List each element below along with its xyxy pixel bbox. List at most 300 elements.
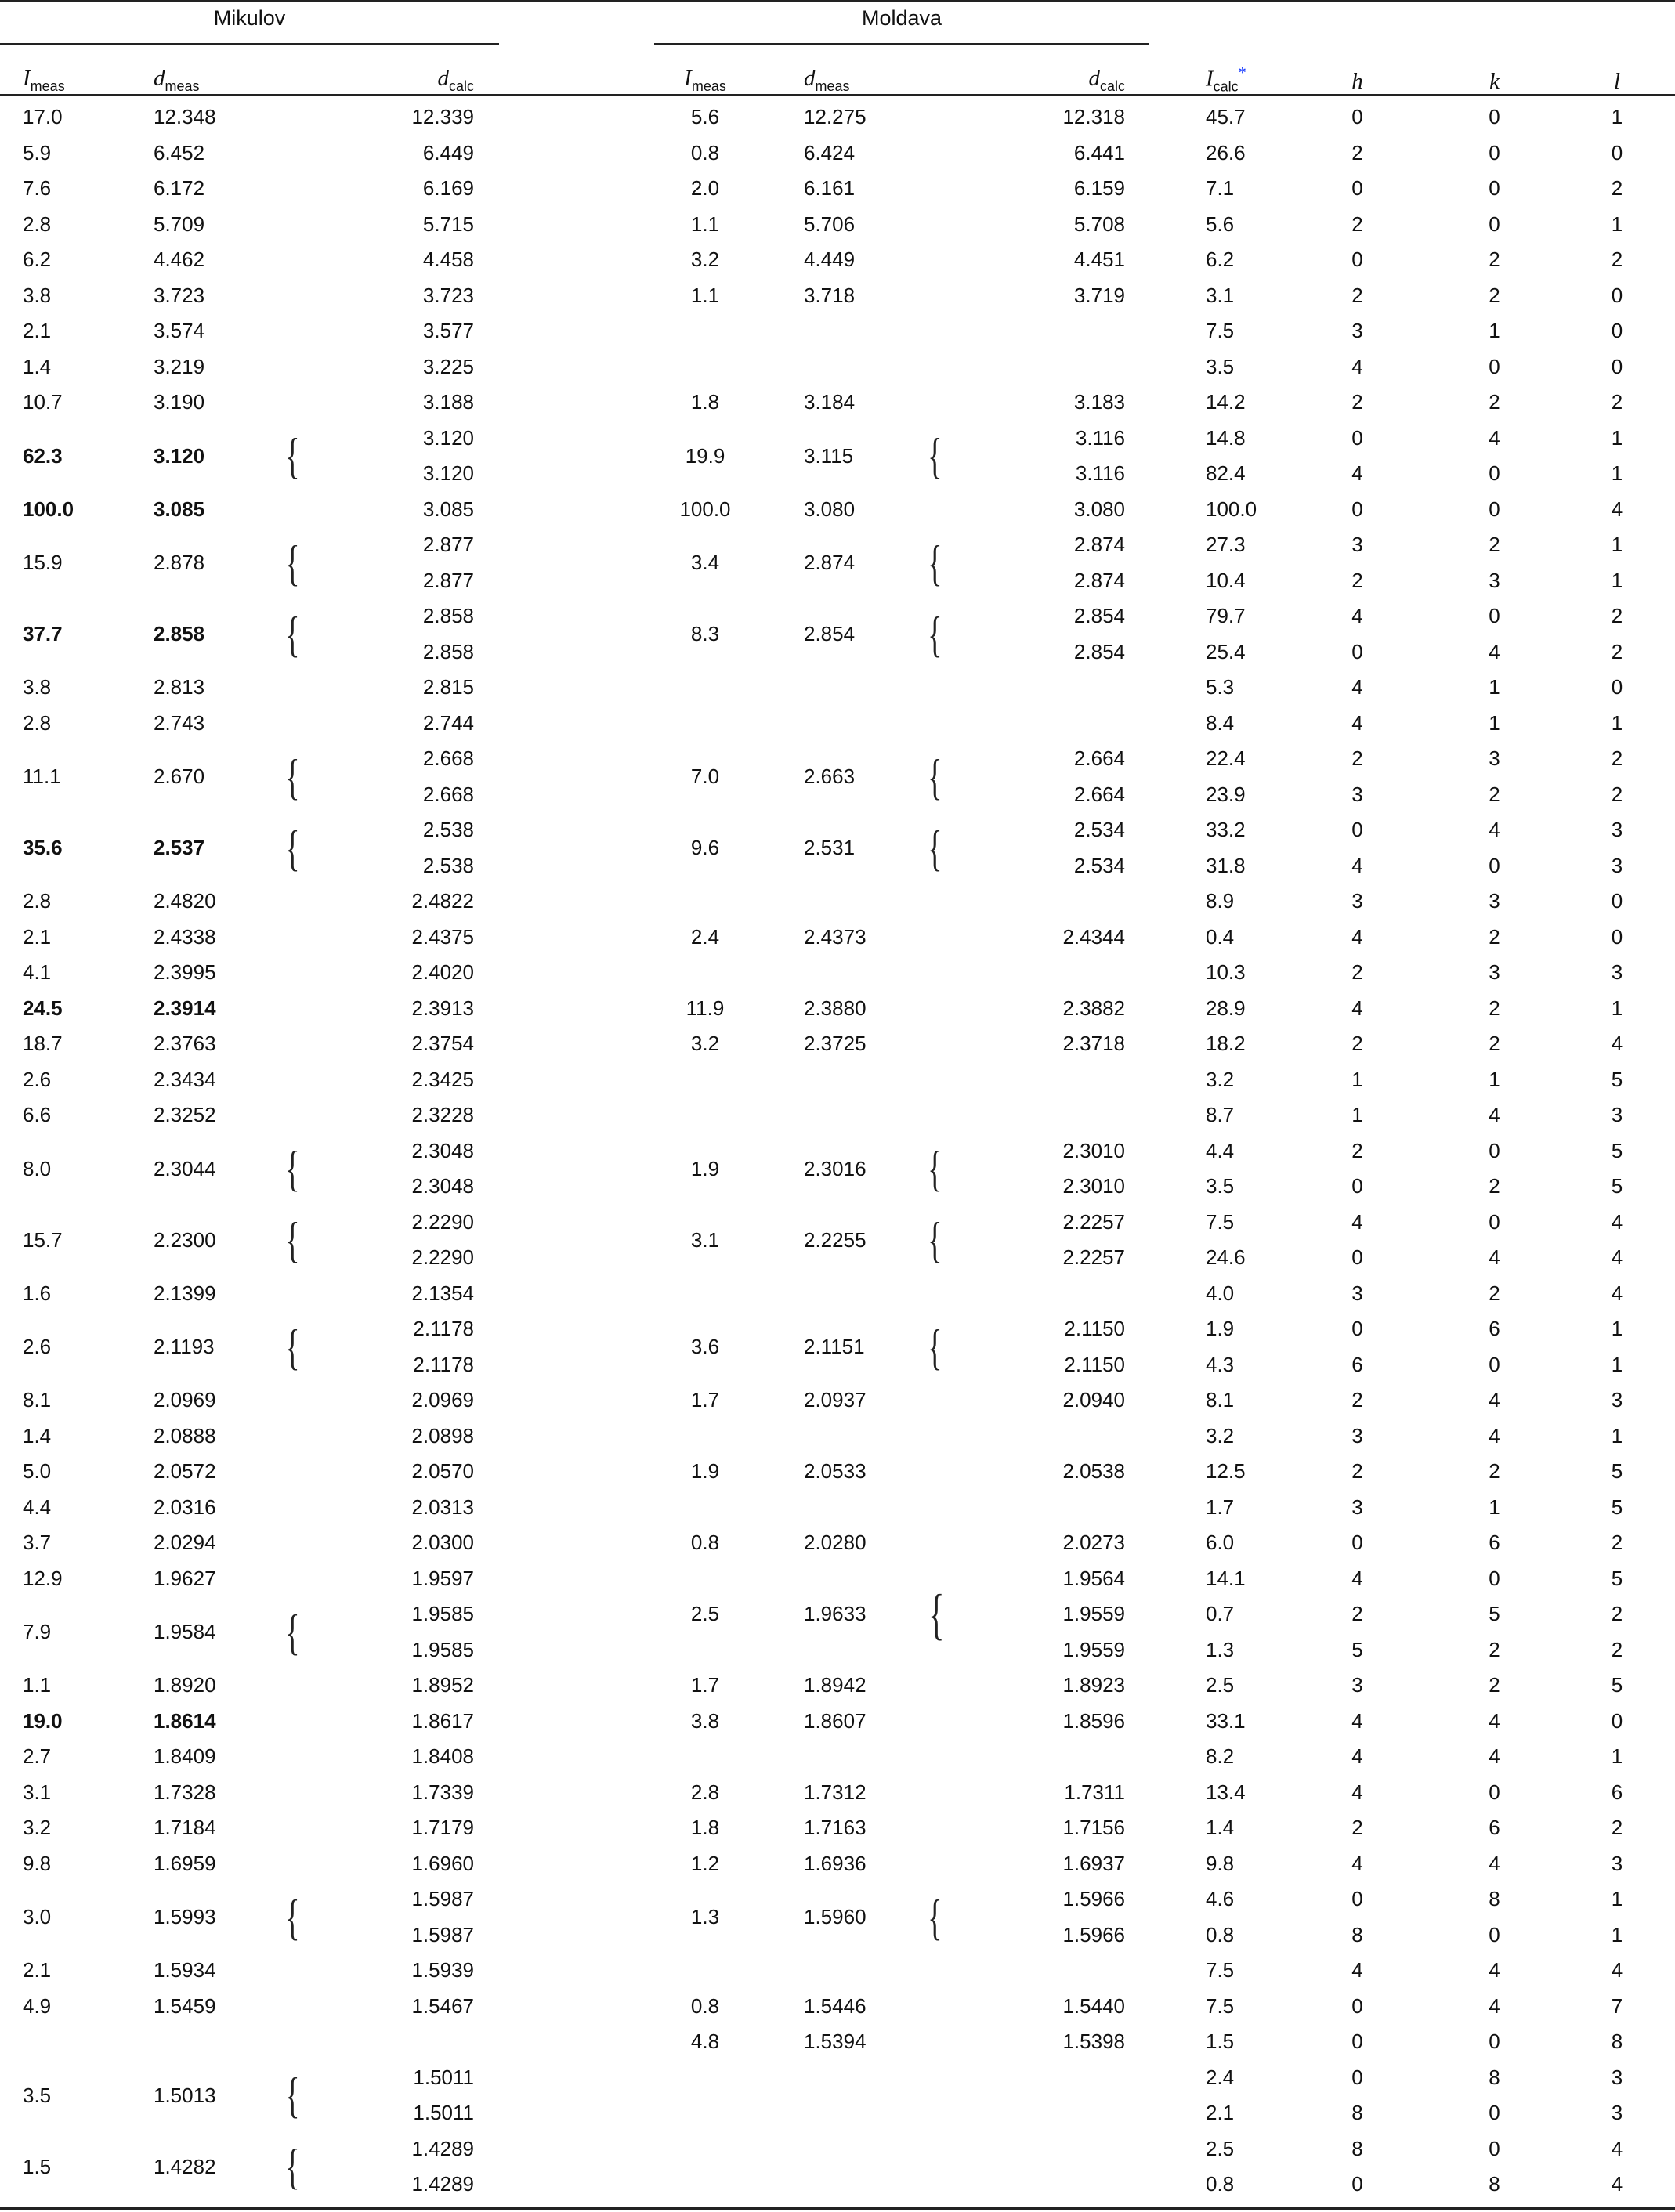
miller-l: 4	[1611, 1245, 1623, 1270]
mikulov-d-meas: 2.3434	[154, 1067, 216, 1091]
i-calc: 7.5	[1206, 319, 1235, 343]
brace-icon: {	[285, 534, 300, 591]
i-calc: 14.2	[1206, 390, 1246, 414]
miller-l: 1	[1611, 1352, 1623, 1376]
mikulov-d-meas	[149, 2024, 274, 2060]
i-calc: 5.6	[1206, 211, 1235, 236]
i-calc: 3.1	[1206, 283, 1235, 307]
mikulov-d-calc: 1.5011	[413, 2101, 474, 2125]
miller-l: 2	[1611, 248, 1623, 272]
mikulov-i-meas: 2.1	[23, 1958, 52, 1982]
moldava-i-meas: 1.1	[690, 211, 720, 236]
table-row	[0, 99, 1675, 136]
mikulov-d-calc: 2.0570	[411, 1459, 474, 1484]
mikulov-i-meas: 3.0	[23, 1905, 52, 1928]
mikulov-d-meas: 2.537	[154, 836, 205, 859]
moldava-d-calc: 1.7311	[1064, 1780, 1125, 1804]
brace-cell	[917, 991, 971, 1027]
miller-k: 4	[1489, 1103, 1500, 1127]
mikulov-d-calc: 3.120	[422, 425, 474, 450]
brace-cell	[274, 1133, 329, 1205]
miller-h: 0	[1351, 497, 1363, 521]
i-calc: 1.9	[1206, 1317, 1235, 1341]
table-row	[0, 1775, 1675, 1811]
moldava-d-calc: 2.664	[1073, 782, 1125, 806]
moldava-d-calc: 2.534	[1073, 853, 1125, 877]
mikulov-i-meas: 18.7	[23, 1032, 63, 1056]
brace-icon: {	[285, 2067, 300, 2123]
brace-cell	[274, 278, 329, 314]
moldava-d-meas	[760, 1062, 917, 1098]
moldava-d-calc: 2.3718	[1062, 1032, 1125, 1056]
brace-cell	[917, 1881, 971, 1953]
brace-cell	[274, 2060, 329, 2131]
mikulov-d-calc: 1.6960	[411, 1851, 474, 1875]
i-calc: 25.4	[1206, 639, 1246, 663]
miller-k: 0	[1489, 1780, 1500, 1804]
i-calc: 12.5	[1206, 1459, 1246, 1484]
mikulov-d-meas: 1.5459	[154, 1993, 216, 2018]
table-row	[0, 670, 1675, 706]
table-row	[0, 1846, 1675, 1882]
moldava-i-meas: 0.8	[690, 1993, 720, 2018]
mikulov-d-calc: 5.715	[422, 211, 474, 236]
mikulov-d-calc: 1.5467	[411, 1993, 474, 2018]
miller-l: 5	[1611, 1067, 1623, 1091]
moldava-d-meas	[760, 2095, 917, 2131]
moldava-i-meas: 100.0	[679, 497, 731, 521]
mikulov-d-meas: 3.574	[154, 319, 205, 343]
i-calc: 100.0	[1206, 497, 1257, 521]
spacer	[482, 812, 650, 848]
spacer	[482, 313, 650, 349]
i-calc: 5.3	[1206, 675, 1235, 699]
mikulov-i-meas: 4.4	[23, 1495, 52, 1519]
mikulov-d-meas: 1.7328	[154, 1780, 216, 1804]
mikulov-i-meas: 17.0	[23, 105, 63, 129]
miller-h: 4	[1351, 1958, 1363, 1982]
moldava-d-meas	[760, 2131, 917, 2167]
brace-cell	[274, 527, 329, 598]
brace-cell	[917, 1775, 971, 1811]
brace-cell	[274, 1596, 329, 1668]
table-row	[0, 1026, 1675, 1062]
miller-k: 8	[1489, 2172, 1500, 2196]
moldava-d-calc: 2.2257	[1062, 1245, 1125, 1270]
mikulov-d-calc: 1.9585	[411, 1637, 474, 1661]
mikulov-i-meas: 3.8	[23, 283, 52, 307]
spacer	[482, 670, 650, 706]
miller-h: 2	[1351, 960, 1363, 985]
spacer	[482, 349, 650, 385]
brace-cell	[917, 2095, 971, 2131]
mikulov-d-meas: 1.9584	[154, 1620, 216, 1643]
brace-cell	[917, 1953, 971, 1989]
moldava-d-calc	[971, 2131, 1133, 2167]
miller-k: 0	[1489, 604, 1500, 628]
i-calc: 2.5	[1206, 2136, 1235, 2160]
i-calc: 3.5	[1206, 354, 1235, 378]
mikulov-d-calc: 2.1354	[411, 1281, 474, 1305]
miller-k: 0	[1489, 2136, 1500, 2160]
moldava-d-calc: 2.0940	[1062, 1388, 1125, 1412]
miller-h: 3	[1351, 533, 1363, 557]
i-calc: 27.3	[1206, 533, 1246, 557]
miller-k: 8	[1489, 1887, 1500, 1911]
brace-cell	[274, 492, 329, 528]
mikulov-d-calc: 2.0898	[411, 1423, 474, 1448]
mikulov-i-meas: 15.9	[23, 551, 63, 574]
miller-l: 4	[1611, 1209, 1623, 1234]
miller-l: 2	[1611, 1531, 1623, 1555]
moldava-d-meas: 2.854	[804, 622, 856, 645]
mikulov-d-calc: 2.815	[422, 675, 474, 699]
brace-cell	[274, 242, 329, 278]
mikulov-d-calc: 3.188	[422, 390, 474, 414]
mikulov-d-meas: 2.1399	[154, 1281, 216, 1305]
i-calc: 8.2	[1206, 1744, 1235, 1769]
moldava-d-calc	[971, 349, 1133, 385]
mikulov-d-meas: 2.878	[154, 551, 205, 574]
brace-icon: {	[928, 428, 942, 483]
mikulov-i-meas: 3.1	[23, 1780, 52, 1804]
miller-k: 0	[1489, 140, 1500, 164]
table-row	[0, 1454, 1675, 1490]
spacer	[482, 955, 650, 991]
miller-l: 3	[1611, 2065, 1623, 2089]
table-row	[0, 598, 1675, 634]
miller-h: 0	[1351, 425, 1363, 450]
miller-h: 0	[1351, 1317, 1363, 1341]
spacer	[482, 1454, 650, 1490]
brace-cell	[274, 1881, 329, 1953]
brace-icon: {	[928, 748, 942, 804]
moldava-d-calc	[971, 706, 1133, 742]
brace-cell	[917, 1490, 971, 1526]
mikulov-d-calc: 3.120	[422, 461, 474, 486]
mikulov-d-calc: 1.5011	[413, 2065, 474, 2089]
miller-l: 2	[1611, 176, 1623, 201]
spacer	[482, 492, 650, 528]
mikulov-d-meas: 3.190	[154, 390, 205, 414]
miller-l: 2	[1611, 782, 1623, 806]
i-calc: 18.2	[1206, 1032, 1246, 1056]
mikulov-d-calc: 3.723	[422, 283, 474, 307]
brace-cell	[917, 1205, 971, 1276]
i-calc: 1.3	[1206, 1637, 1235, 1661]
miller-h: 4	[1351, 675, 1363, 699]
miller-h: 4	[1351, 354, 1363, 378]
moldava-i-meas: 19.9	[685, 443, 725, 468]
miller-k: 0	[1489, 105, 1500, 129]
table-body	[0, 99, 1675, 2203]
table-row	[0, 991, 1675, 1027]
header-i-calc	[1133, 50, 1285, 99]
mikulov-i-meas: 2.6	[23, 1335, 52, 1358]
miller-l: 1	[1611, 1744, 1623, 1769]
table-row	[0, 1419, 1675, 1455]
miller-h: 6	[1351, 1352, 1363, 1376]
brace-cell	[917, 242, 971, 278]
miller-h: 2	[1351, 211, 1363, 236]
miller-l: 0	[1611, 283, 1623, 307]
mikulov-d-calc: 2.3425	[411, 1067, 474, 1091]
brace-cell	[917, 1561, 971, 1668]
moldava-d-calc	[971, 1062, 1133, 1098]
mikulov-i-meas: 6.2	[23, 248, 52, 272]
mikulov-d-calc: 3.225	[422, 354, 474, 378]
table-row	[0, 1739, 1675, 1775]
table-row	[0, 1133, 1675, 1169]
brace-cell	[917, 136, 971, 172]
moldava-d-calc	[971, 1490, 1133, 1526]
table-row	[0, 2024, 1675, 2060]
miller-l: 2	[1611, 390, 1623, 414]
miller-k: 2	[1489, 390, 1500, 414]
miller-l: 1	[1611, 105, 1623, 129]
mikulov-d-calc: 2.0300	[411, 1531, 474, 1555]
miller-k: 4	[1489, 1958, 1500, 1982]
moldava-d-calc	[971, 670, 1133, 706]
brace-cell	[274, 1062, 329, 1098]
miller-h: 2	[1351, 746, 1363, 771]
i-calc: 10.3	[1206, 960, 1246, 985]
miller-k: 4	[1489, 1744, 1500, 1769]
miller-k: 4	[1489, 1423, 1500, 1448]
brace-cell	[274, 1704, 329, 1740]
mikulov-d-meas: 2.743	[154, 710, 205, 735]
miller-l: 2	[1611, 604, 1623, 628]
i-calc: 7.5	[1206, 1993, 1235, 2018]
moldava-d-meas: 2.531	[804, 836, 856, 859]
moldava-d-calc	[971, 1276, 1133, 1312]
mikulov-d-calc: 1.7179	[411, 1816, 474, 1840]
i-calc: 1.7	[1206, 1495, 1235, 1519]
moldava-i-meas: 3.6	[690, 1335, 720, 1358]
mikulov-d-meas: 12.348	[154, 105, 216, 129]
miller-l: 1	[1611, 996, 1623, 1020]
miller-k: 0	[1489, 176, 1500, 201]
moldava-d-calc: 5.708	[1073, 211, 1125, 236]
brace-cell	[917, 349, 971, 385]
table-row	[0, 1382, 1675, 1419]
header-spacer	[274, 50, 329, 99]
i-calc: 8.7	[1206, 1103, 1235, 1127]
i-calc: 7.1	[1206, 176, 1235, 201]
mikulov-i-meas: 1.5	[23, 2154, 52, 2178]
spacer	[482, 1062, 650, 1098]
i-calc: 7.5	[1206, 1958, 1235, 1982]
miller-l: 1	[1611, 533, 1623, 557]
mikulov-d-calc: 1.8617	[411, 1708, 474, 1733]
miller-l: 3	[1611, 2101, 1623, 2125]
mikulov-d-calc: 12.339	[411, 105, 474, 129]
brace-cell	[274, 2131, 329, 2203]
spacer	[482, 1205, 650, 1241]
miller-k: 2	[1489, 1637, 1500, 1661]
moldava-i-meas: 2.5	[690, 1602, 720, 1626]
header-l	[1559, 50, 1675, 99]
mikulov-i-meas: 5.9	[23, 140, 52, 164]
miller-k: 6	[1489, 1816, 1500, 1840]
moldava-d-calc: 2.3882	[1062, 996, 1125, 1020]
mikulov-d-calc: 1.5987	[411, 1922, 474, 1946]
mikulov-i-meas: 2.8	[23, 710, 52, 735]
mikulov-i-meas: 35.6	[23, 836, 63, 859]
miller-h: 1	[1351, 1067, 1363, 1091]
brace-cell	[917, 1846, 971, 1882]
miller-l: 0	[1611, 354, 1623, 378]
group-label-moldava: Moldava	[861, 6, 942, 30]
mikulov-i-meas: 1.4	[23, 354, 52, 378]
i-calc: 13.4	[1206, 1780, 1246, 1804]
miller-k: 2	[1489, 1673, 1500, 1697]
table-row	[0, 1205, 1675, 1241]
moldava-d-meas: 3.080	[804, 497, 856, 521]
moldava-i-meas: 0.8	[690, 1531, 720, 1555]
mikulov-d-meas: 2.2300	[154, 1227, 216, 1252]
moldava-i-meas	[650, 670, 760, 706]
spacer	[482, 1382, 650, 1419]
miller-h: 8	[1351, 2101, 1363, 2125]
i-calc: 2.4	[1206, 2065, 1235, 2089]
moldava-d-meas: 1.5446	[804, 1993, 866, 2018]
spacer	[482, 1810, 650, 1846]
moldava-d-calc: 1.8923	[1062, 1673, 1125, 1697]
i-calc: 79.7	[1206, 604, 1246, 628]
mikulov-i-meas: 1.4	[23, 1423, 52, 1448]
moldava-d-meas	[760, 2060, 917, 2096]
mikulov-i-meas: 2.8	[23, 889, 52, 913]
mikulov-d-calc: 1.8408	[411, 1744, 474, 1769]
moldava-d-meas: 2.2255	[804, 1227, 866, 1252]
i-calc: 0.7	[1206, 1602, 1235, 1626]
miller-k: 4	[1489, 425, 1500, 450]
table-row	[0, 492, 1675, 528]
brace-cell	[274, 955, 329, 991]
moldava-d-meas: 1.6936	[804, 1851, 866, 1875]
miller-k: 0	[1489, 2029, 1500, 2054]
header-spacer	[482, 50, 650, 99]
moldava-d-meas: 2.1151	[804, 1335, 865, 1358]
miller-h: 4	[1351, 1708, 1363, 1733]
brace-cell	[917, 2131, 971, 2167]
brace-cell	[274, 2024, 329, 2060]
table-row	[0, 884, 1675, 920]
miller-k: 3	[1489, 568, 1500, 592]
miller-l: 5	[1611, 1566, 1623, 1590]
moldava-d-calc: 4.451	[1073, 248, 1125, 272]
miller-h: 0	[1351, 105, 1363, 129]
miller-l: 0	[1611, 1708, 1623, 1733]
brace-cell	[274, 741, 329, 812]
header-symbol: d	[437, 66, 449, 92]
miller-k: 1	[1489, 1067, 1500, 1091]
moldava-d-meas: 5.706	[804, 211, 856, 236]
spacer	[482, 1097, 650, 1133]
miller-h: 4	[1351, 1780, 1363, 1804]
miller-k: 2	[1489, 283, 1500, 307]
miller-h: 4	[1351, 1851, 1363, 1875]
table-row	[0, 920, 1675, 956]
brace-cell	[274, 1810, 329, 1846]
miller-l: 0	[1611, 924, 1623, 949]
mikulov-i-meas: 3.7	[23, 1531, 52, 1555]
moldava-i-meas: 1.8	[690, 390, 720, 414]
moldava-i-meas	[650, 313, 760, 349]
brace-cell	[917, 920, 971, 956]
i-calc: 24.6	[1206, 1245, 1246, 1270]
moldava-d-calc	[971, 1739, 1133, 1775]
moldava-d-meas	[760, 706, 917, 742]
miller-l: 0	[1611, 319, 1623, 343]
moldava-i-meas: 1.9	[690, 1156, 720, 1180]
i-calc: 31.8	[1206, 853, 1246, 877]
spacer	[482, 777, 650, 813]
moldava-d-meas: 1.5394	[804, 2029, 866, 2054]
mikulov-d-meas: 3.723	[154, 283, 205, 307]
brace-cell	[274, 1419, 329, 1455]
i-calc: 1.5	[1206, 2029, 1235, 2054]
miller-h: 2	[1351, 283, 1363, 307]
mikulov-d-meas: 1.5934	[154, 1958, 216, 1982]
miller-k: 2	[1489, 533, 1500, 557]
miller-k: 4	[1489, 1245, 1500, 1270]
miller-k: 4	[1489, 1851, 1500, 1875]
miller-l: 4	[1611, 1032, 1623, 1056]
mikulov-d-calc: 2.3048	[411, 1138, 474, 1162]
mikulov-i-meas: 2.7	[23, 1744, 52, 1769]
moldava-d-calc: 2.0273	[1062, 1531, 1125, 1555]
moldava-i-meas: 3.2	[690, 248, 720, 272]
miller-l: 8	[1611, 2029, 1623, 2054]
mikulov-i-meas: 3.2	[23, 1816, 52, 1840]
table-row	[0, 1989, 1675, 2025]
moldava-d-meas	[760, 1739, 917, 1775]
miller-k: 0	[1489, 461, 1500, 486]
brace-cell	[274, 1097, 329, 1133]
moldava-i-meas	[650, 2131, 760, 2167]
spacer	[482, 1561, 650, 1597]
brace-icon: {	[928, 1318, 942, 1375]
miller-l: 2	[1611, 1602, 1623, 1626]
spacer	[482, 421, 650, 457]
mikulov-d-calc: 2.744	[422, 710, 474, 735]
brace-icon: {	[285, 1318, 300, 1375]
miller-l: 0	[1611, 675, 1623, 699]
brace-cell	[917, 670, 971, 706]
spacer	[482, 1133, 650, 1169]
moldava-d-calc	[971, 2095, 1133, 2131]
brace-cell	[917, 527, 971, 598]
miller-h: 4	[1351, 1209, 1363, 1234]
miller-h: 4	[1351, 996, 1363, 1020]
moldava-i-meas: 3.4	[690, 551, 720, 574]
spacer	[482, 1276, 650, 1312]
moldava-d-calc: 2.854	[1073, 604, 1125, 628]
moldava-d-calc	[971, 1953, 1133, 1989]
brace-cell	[917, 1097, 971, 1133]
table-row	[0, 136, 1675, 172]
moldava-d-meas	[760, 1419, 917, 1455]
brace-cell	[274, 421, 329, 492]
miller-h: 2	[1351, 1602, 1363, 1626]
moldava-d-meas	[760, 670, 917, 706]
moldava-group-rule	[654, 43, 1149, 45]
brace-cell	[917, 313, 971, 349]
header-subscript: meas	[691, 78, 726, 94]
moldava-i-meas	[650, 706, 760, 742]
